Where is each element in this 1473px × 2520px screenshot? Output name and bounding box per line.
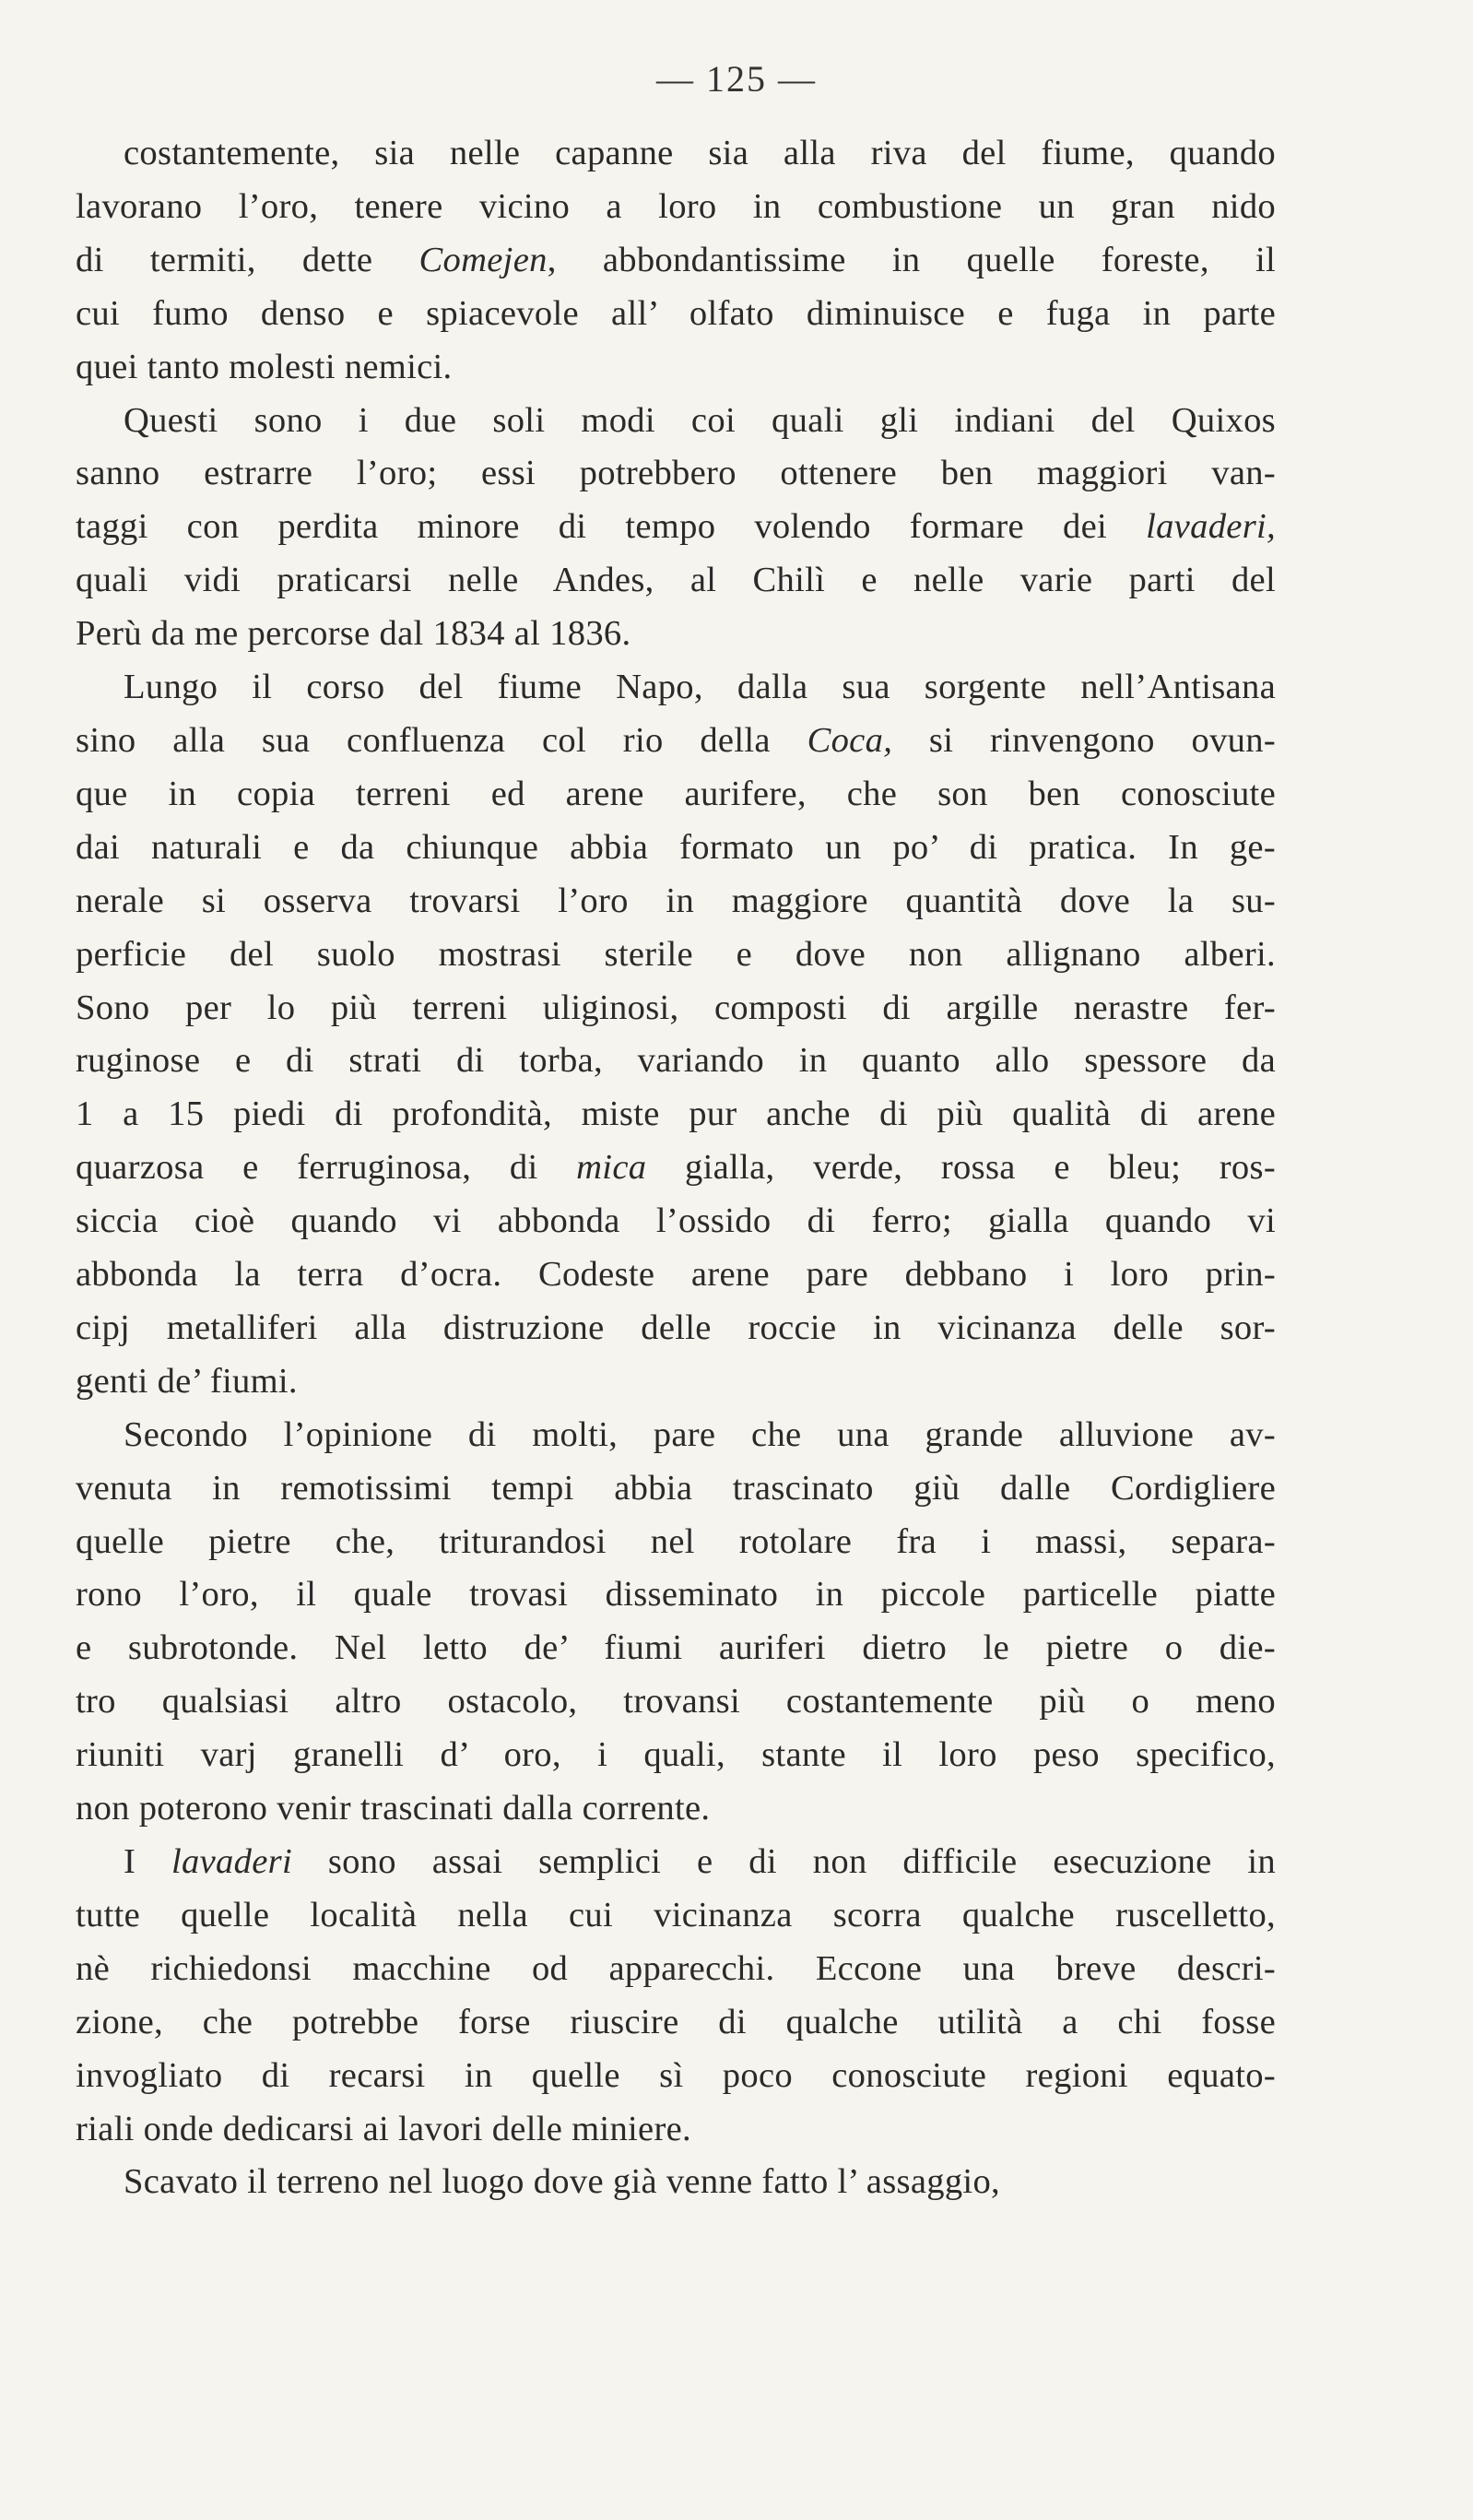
text-run: ruginose e di strati di torba, variando in quanto allo spessore da [76,1041,1276,1081]
text-run: Secondo l’opinione di molti, pare che una grande alluvione av- [124,1414,1276,1454]
text-line [76,1943,1276,1996]
text-line [76,1302,1276,1355]
text-run: riuniti varj granelli d’ oro, i quali, stante il loro peso specifico, [76,1735,1276,1775]
body-text [76,127,1276,2209]
text-run: zione, che potrebbe forse riuscire di qualche utilità a chi fosse [76,2002,1276,2041]
text-run: tro qualsiasi altro ostacolo, trovansi costantemente più o meno [76,1682,1276,1721]
text-line [76,501,1276,554]
text-line [76,288,1276,341]
paragraph [76,2156,1276,2209]
text-run: di termiti, dette [76,240,419,279]
text-line [76,1516,1276,1569]
italic-term: mica [576,1148,647,1188]
text-run: Questi sono i due soli modi coi quali gli indiani del Quixos [124,400,1276,440]
text-run: I [124,1842,171,1881]
text-run: 1 a 15 piedi di profondità, miste pur anche di più qualità di arene [76,1094,1276,1134]
text-line [76,1088,1276,1142]
paragraph [76,661,1276,1409]
text-line [76,1195,1276,1248]
text-run: rono l’oro, il quale trovasi disseminato in piccole particelle piatte [76,1575,1276,1615]
text-run: taggi con perdita minore di tempo volendo formare dei [76,507,1147,547]
text-run: dai naturali e da chiunque abbia formato un po’ di pratica. In ge- [76,827,1276,867]
page-number: — 125 — [656,58,817,100]
text-line [76,447,1276,501]
paragraph [76,1409,1276,1836]
text-line [76,982,1276,1035]
text-line [76,1248,1276,1302]
text-line [76,554,1276,608]
text-line [76,395,1276,448]
text-line [76,2156,1276,2209]
text-run: invogliato di recarsi in quelle sì poco conosciute regioni equato- [76,2055,1276,2095]
text-line [76,2103,1276,2157]
text-run: sanno estrarre l’oro; essi potrebbero ottenere ben maggiori van- [76,454,1276,493]
text-run: non poterono venir trascinati dalla corrente. [76,1789,711,1828]
text-line [76,1409,1276,1462]
text-run: Perù da me percorse dal 1834 al 1836. [76,614,631,654]
text-run: venuta in remotissimi tempi abbia trascinato giù dalle Cordigliere [76,1468,1276,1508]
text-line [76,1035,1276,1088]
text-line [76,715,1276,768]
text-run: cui fumo denso e spiacevole all’ olfato diminuisce e fuga in parte [76,293,1276,333]
text-line [76,1996,1276,2050]
text-run: abbonda la terra d’ocra. Codeste arene pare debbano i loro prin- [76,1255,1276,1295]
text-run: sino alla sua confluenza col rio della [76,720,807,760]
text-line [76,929,1276,982]
text-line [76,822,1276,875]
text-run: riali onde dedicarsi ai lavori delle miniere. [76,2109,691,2148]
text-line [76,1568,1276,1622]
text-line [76,1782,1276,1836]
text-run: Sono per lo più terreni uliginosi, composti di argille nerastre fer- [76,988,1276,1027]
text-run: siccia cioè quando vi abbonda l’ossido di ferro; gialla quando vi [76,1201,1276,1241]
text-run: genti de’ fiumi. [76,1361,298,1401]
text-line [76,234,1276,288]
text-line [76,127,1276,181]
text-line [76,2050,1276,2103]
text-line [76,181,1276,234]
text-line [76,341,1276,395]
text-line [76,1355,1276,1409]
text-run: Scavato il terreno nel luogo dove già venne fatto l’ assaggio, [124,2162,1000,2202]
text-run: perficie del suolo mostrasi sterile e dove non allignano alberi. [76,934,1276,974]
text-line [76,875,1276,929]
paragraph [76,395,1276,662]
text-run: tutte quelle località nella cui vicinanza scorra qualche ruscelletto, [76,1895,1276,1934]
text-run: lavorano l’oro, tenere vicino a loro in combustione un gran nido [76,186,1276,226]
italic-term: Comejen [418,240,548,279]
text-line [76,1729,1276,1782]
paragraph [76,127,1276,395]
text-line [76,1462,1276,1516]
text-run: quali vidi praticarsi nelle Andes, al Chilì e nelle varie parti del [76,561,1276,600]
text-line [76,1142,1276,1195]
text-run: cipj metalliferi alla distruzione delle roccie in vicinanza delle sor- [76,1307,1276,1347]
text-run: sono assai semplici e di non difficile esecuzione in [291,1842,1276,1881]
text-run: costantemente, sia nelle capanne sia alla riva del fiume, quando [124,134,1276,172]
text-run: quarzosa e ferruginosa, di [76,1148,577,1188]
text-line [76,1836,1276,1889]
italic-term: lavaderi, [1146,507,1276,547]
text-run: e subrotonde. Nel letto de’ fiumi auriferi dietro le pietre o die- [76,1628,1276,1668]
text-line [76,608,1276,661]
italic-term: Coca, [807,720,893,760]
text-run: Lungo il corso del fiume Napo, dalla sua sorgente nell’Antisana [124,668,1276,707]
text-run: , abbondantissime in quelle foreste, il [547,240,1276,279]
text-line [76,768,1276,822]
text-run: quei tanto molesti nemici. [76,347,453,386]
text-line [76,1675,1276,1729]
text-line [76,661,1276,715]
text-run: nè richiedonsi macchine od apparecchi. Eccone una breve descri- [76,1948,1276,1988]
text-run: quelle pietre che, triturandosi nel rotolare fra i massi, separa- [76,1521,1276,1561]
text-line [76,1889,1276,1943]
text-line [76,1622,1276,1675]
text-run: gialla, verde, rossa e bleu; ros- [646,1148,1276,1188]
text-run: si rinvengono ovun- [892,720,1276,760]
italic-term: lavaderi [171,1842,292,1881]
text-run: que in copia terreni ed arene aurifere, che son ben conosciute [76,774,1276,813]
text-run: nerale si osserva trovarsi l’oro in maggiore quantità dove la su- [76,881,1276,920]
paragraph [76,1836,1276,2156]
